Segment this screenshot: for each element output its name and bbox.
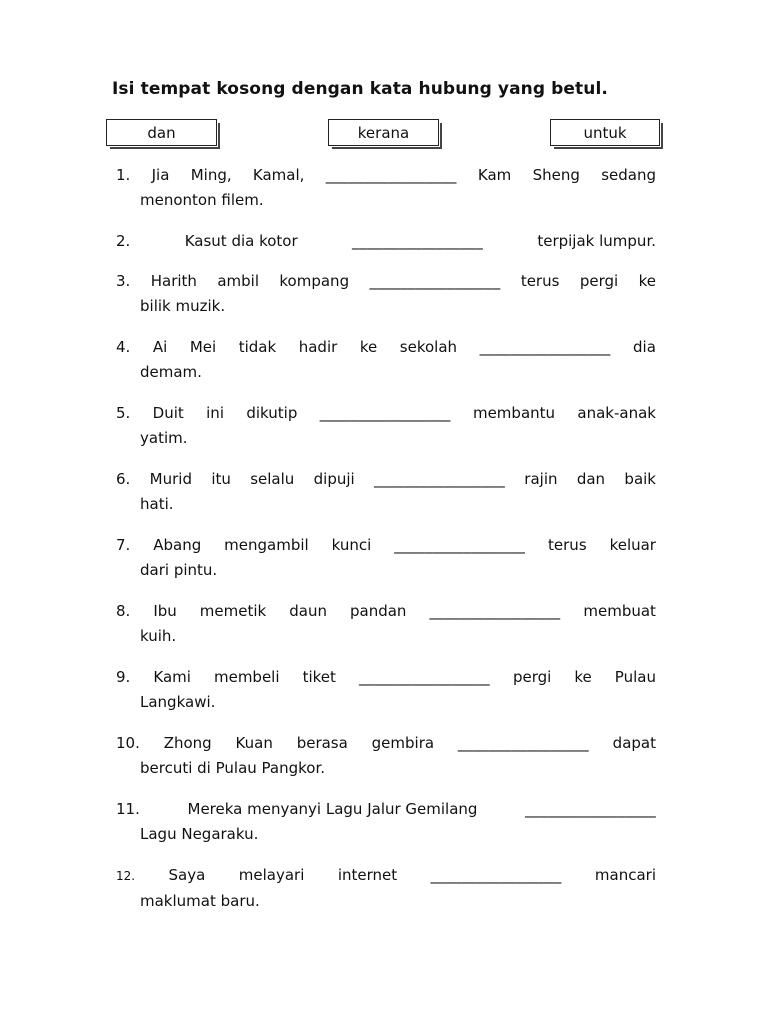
question-word: mancari <box>594 866 656 884</box>
question-word: selalu <box>250 470 295 488</box>
question-word: pergi <box>512 668 552 686</box>
question-number: 3. <box>116 272 131 290</box>
question-item <box>116 269 656 319</box>
question-word: kompang <box>279 272 350 290</box>
question-item <box>116 599 656 649</box>
question-line-1 <box>116 533 656 558</box>
question-word: Sheng <box>532 166 580 184</box>
answer-blank[interactable]: _________________ <box>369 272 501 290</box>
question-item <box>116 863 656 914</box>
answer-blank[interactable]: _________________ <box>394 536 526 554</box>
question-word: rajin <box>524 470 558 488</box>
question-item <box>116 533 656 583</box>
question-item <box>116 467 656 517</box>
question-line-2: maklumat baru. <box>140 892 260 910</box>
question-word: Pulau <box>614 668 656 686</box>
question-word: Abang <box>153 536 202 554</box>
question-line-2: bilik muzik. <box>140 297 226 315</box>
question-number: 2. <box>116 232 131 250</box>
question-word: Harith <box>150 272 197 290</box>
answer-blank[interactable]: _________________ <box>430 866 562 884</box>
question-word: Murid <box>149 470 192 488</box>
question-word: melayari <box>238 866 305 884</box>
question-word: dia <box>633 338 656 356</box>
question-line-2: demam. <box>140 363 202 381</box>
answer-blank[interactable]: _________________ <box>319 404 451 422</box>
question-number: 5. <box>116 404 131 422</box>
question-word: Kasut dia kotor <box>184 232 298 250</box>
question-item <box>116 335 656 385</box>
question-line-1 <box>116 599 656 624</box>
answer-blank[interactable]: _________________ <box>352 232 483 250</box>
question-word: internet <box>337 866 398 884</box>
question-line-1 <box>116 731 656 756</box>
question-word: berasa <box>296 734 348 752</box>
question-item <box>116 665 656 715</box>
question-word: Duit <box>152 404 184 422</box>
question-word: Kam <box>477 166 512 184</box>
question-item <box>116 401 656 451</box>
word-box-kerana: kerana <box>328 119 439 146</box>
answer-blank[interactable]: _________________ <box>457 734 589 752</box>
question-number: 7. <box>116 536 131 554</box>
question-word: tidak <box>238 338 277 356</box>
question-line-2: Langkawi. <box>140 693 216 711</box>
question-line-1 <box>116 229 656 254</box>
question-line-2: menonton filem. <box>140 191 264 209</box>
word-box-untuk: untuk <box>550 119 660 146</box>
question-line-1 <box>116 467 656 492</box>
question-word: keluar <box>609 536 656 554</box>
question-number: 1. <box>116 166 131 184</box>
question-item <box>116 731 656 781</box>
question-line-1 <box>116 797 656 822</box>
question-line-2: kuih. <box>140 627 177 645</box>
question-word: Jia <box>151 166 170 184</box>
question-word: ke <box>638 272 656 290</box>
question-line-1 <box>116 401 656 426</box>
question-word: ke <box>574 668 592 686</box>
question-word: daun <box>289 602 327 620</box>
question-word: terus <box>520 272 560 290</box>
question-number: 12. <box>116 869 136 883</box>
question-line-1 <box>116 335 656 360</box>
question-number: 8. <box>116 602 131 620</box>
question-line-2: hati. <box>140 495 174 513</box>
question-word: dikutip <box>246 404 298 422</box>
answer-blank[interactable]: _________________ <box>374 470 505 488</box>
answer-blank[interactable]: _________________ <box>358 668 490 686</box>
question-item <box>116 797 656 847</box>
question-word: dan <box>576 470 606 488</box>
question-word: Kami <box>153 668 191 686</box>
question-word: baik <box>624 470 656 488</box>
question-word: sedang <box>601 166 656 184</box>
question-line-2: Lagu Negaraku. <box>140 825 259 843</box>
question-word: Zhong <box>163 734 212 752</box>
question-line-1 <box>116 863 656 889</box>
question-word: kunci <box>331 536 372 554</box>
question-word: ini <box>206 404 224 422</box>
question-word: dapat <box>612 734 656 752</box>
question-word: gembira <box>371 734 435 752</box>
question-word: Kuan <box>235 734 273 752</box>
question-word: tiket <box>302 668 336 686</box>
answer-blank[interactable]: _________________ <box>325 166 457 184</box>
question-word: Mereka menyanyi Lagu Jalur Gemilang <box>187 800 478 818</box>
question-word: membuat <box>583 602 656 620</box>
question-word: dipuji <box>313 470 355 488</box>
question-word: terus <box>548 536 587 554</box>
question-item <box>116 229 656 254</box>
question-word: membeli <box>213 668 280 686</box>
answer-blank[interactable]: _________________ <box>525 800 656 818</box>
question-word: pergi <box>579 272 619 290</box>
question-word: Ibu <box>153 602 177 620</box>
word-box-dan: dan <box>106 119 217 146</box>
question-line-1 <box>116 163 656 188</box>
question-number: 10. <box>116 734 140 752</box>
question-word: Ming, <box>190 166 232 184</box>
question-line-2: bercuti di Pulau Pangkor. <box>140 759 326 777</box>
question-word: Saya <box>168 866 206 884</box>
question-word: membantu <box>472 404 556 422</box>
question-word: itu <box>211 470 231 488</box>
question-word: anak-anak <box>577 404 656 422</box>
question-number: 9. <box>116 668 131 686</box>
answer-blank[interactable]: _________________ <box>429 602 561 620</box>
question-word: ke <box>359 338 378 356</box>
question-line-1 <box>116 269 656 294</box>
worksheet-title: Isi tempat kosong dengan kata hubung yang betul. <box>112 79 608 99</box>
question-line-1 <box>116 665 656 690</box>
question-line-2: yatim. <box>140 429 188 447</box>
question-word: Mei <box>189 338 217 356</box>
question-word: pandan <box>349 602 407 620</box>
question-item <box>116 163 656 213</box>
question-number: 4. <box>116 338 131 356</box>
question-number: 11. <box>116 800 140 818</box>
question-word: memetik <box>199 602 267 620</box>
question-word: terpijak lumpur. <box>537 232 656 250</box>
question-number: 6. <box>116 470 131 488</box>
question-word: sekolah <box>399 338 458 356</box>
question-word: Ai <box>152 338 168 356</box>
question-word: ambil <box>217 272 259 290</box>
answer-blank[interactable]: _________________ <box>479 338 611 356</box>
question-line-2: dari pintu. <box>140 561 218 579</box>
question-word: Kamal, <box>252 166 305 184</box>
question-word: mengambil <box>224 536 309 554</box>
question-word: hadir <box>298 338 338 356</box>
